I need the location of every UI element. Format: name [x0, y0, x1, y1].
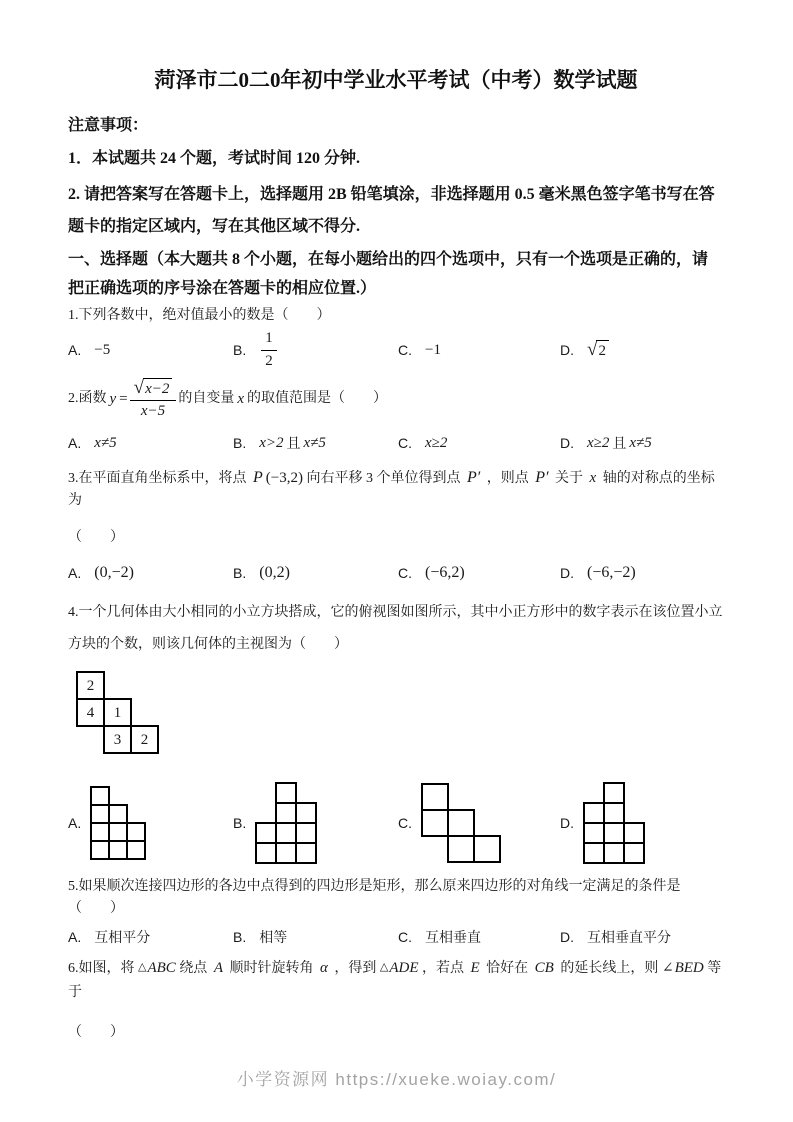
q1-option-a-value: −5	[94, 341, 111, 358]
q6-triangle-ade: ADE	[389, 960, 419, 976]
q5-option-a-label: A.	[68, 929, 82, 945]
q6-stem-part-3: 顺时针旋转角	[229, 961, 314, 976]
q4-option-diagrams	[68, 779, 724, 867]
q2-option-b-label: B.	[233, 435, 247, 451]
q1-option-b-denominator: 2	[265, 352, 273, 369]
q4-stem	[68, 597, 724, 661]
q2-option-c-label: C.	[398, 435, 412, 451]
q4-option-d-diagram	[583, 782, 645, 864]
q2-equals-sign: =	[119, 391, 128, 407]
q2-options	[68, 431, 724, 455]
q3-answer-parentheses: （ ）	[68, 530, 124, 545]
q1-option-b	[233, 330, 398, 370]
q2-stem-suffix: 的取值范围是（ ）	[247, 391, 388, 406]
q2-option-b-conjunction: 且	[286, 437, 301, 452]
footer-watermark: 小学资源网 https://xueke.woiay.com/	[236, 1070, 557, 1089]
q4-option-d	[560, 779, 724, 867]
notice-item-1: 1．本试题共 24 个题，考试时间 120 分钟.	[68, 150, 361, 167]
q4-option-c-diagram	[421, 783, 501, 863]
q5-option-c-label: C.	[398, 929, 412, 945]
q3-option-b-label: B.	[233, 565, 247, 581]
q6-angle-alpha: α	[319, 960, 328, 976]
q6-stem-part-2: 绕点	[179, 961, 208, 976]
q3-option-b	[233, 564, 398, 582]
q1-option-d-sqrt	[587, 340, 609, 360]
q4-option-b-label: B.	[233, 815, 247, 831]
q2-lhs-variable: y	[109, 391, 117, 407]
q1-option-b-fraction	[261, 330, 277, 370]
notice-heading: 注意事项：	[68, 117, 149, 134]
radical-sign: √	[587, 339, 598, 360]
q2-sqrt	[134, 378, 173, 398]
q3-option-c	[398, 564, 560, 582]
q3-option-c-value: (−6,2)	[425, 564, 465, 581]
q3-option-c-label: C.	[398, 565, 412, 581]
top-view-grid: 2 4 1 3 2	[76, 671, 159, 754]
q2-option-b-value-2: x≠5	[303, 434, 326, 451]
q3-option-a-label: A.	[68, 565, 82, 581]
q6-answer-parentheses: （ ）	[68, 1025, 124, 1040]
q6-stem	[68, 955, 724, 1005]
q3-point-p-coords: (−3,2)	[265, 470, 303, 486]
q2-stem-middle: 的自变量	[178, 391, 235, 406]
q5-option-a-value: 互相平分	[94, 931, 151, 946]
q2-fraction-denominator: x−5	[140, 403, 166, 419]
q5-option-a	[68, 927, 233, 947]
q5-stem: 5.如果顺次连接四边形的各边中点得到的四边形是矩形，那么原来四边形的对角线一定满足的条件是（ ）	[68, 879, 681, 916]
q2-option-d-conjunction: 且	[612, 437, 627, 452]
q6-point-e: E	[470, 960, 480, 976]
q2-stem-prefix: 2.函数	[68, 391, 107, 406]
q2-option-c-value: x≥2	[425, 434, 448, 451]
q6-stem-part-5: ，若点	[422, 961, 464, 976]
q3-point-p: P	[253, 469, 263, 486]
q6-stem-part-1: 6.如图，将	[68, 961, 135, 976]
q5-option-d-value: 互相垂直平分	[587, 931, 671, 946]
q6-stem-part-8: 等于	[68, 961, 722, 1000]
section-1-heading	[68, 245, 724, 303]
q1-option-c-label: C.	[398, 342, 412, 358]
q2-option-d	[560, 433, 724, 453]
q5-option-d-label: D.	[560, 929, 574, 945]
q1-option-a-label: A.	[68, 342, 82, 358]
notice-item-2	[68, 179, 724, 243]
q4-stem-line-2: 方块的个数，则该几何体的主视图为（ ）	[68, 637, 348, 652]
q6-stem-part-6: 恰好在	[486, 961, 529, 976]
q3-point-p-prime: P′	[466, 469, 481, 486]
q4-option-c	[398, 779, 560, 867]
q3-point-p-prime-2: P′	[535, 469, 549, 486]
q2-fraction	[130, 378, 177, 421]
q3-option-b-value: (0,2)	[259, 564, 290, 581]
section-1-heading-line-1: 一、选择题（本大题共 8 个小题，在每小题给出的四个选项中，只有一个选项是正确的，请	[68, 251, 709, 268]
radical-sign: √	[133, 376, 145, 398]
q1-option-d	[560, 340, 724, 360]
q3-axis-x: x	[589, 470, 597, 486]
q3-stem	[68, 467, 724, 512]
q1-option-b-label: B.	[233, 342, 247, 358]
q6-angle-bed: BED	[674, 960, 704, 976]
q3-option-a-value: (0,−2)	[94, 564, 134, 581]
q2-option-c	[398, 435, 560, 452]
q5-option-c-value: 互相垂直	[425, 931, 481, 946]
q6-point-a: A	[213, 960, 223, 976]
triangle-symbol: △	[379, 961, 389, 973]
section-1-heading-line-2: 把正确选项的序号涂在答题卡的相应位置.）	[68, 280, 377, 297]
q1-option-c-value: −1	[425, 341, 441, 358]
q2-radicand: x−2	[143, 378, 172, 398]
q2-option-b-value-1: x>2	[259, 434, 284, 451]
q3-option-d	[560, 564, 724, 582]
angle-symbol: ∠	[661, 961, 674, 976]
q2-variable-x: x	[237, 391, 245, 407]
q5-option-b-label: B.	[233, 929, 247, 945]
q1-options	[68, 329, 724, 371]
q5-option-c	[398, 927, 560, 947]
q4-option-a-label: A.	[68, 815, 82, 831]
q6-stem-part-4: ，得到	[334, 961, 377, 976]
notice-item-2-line-2: 题卡的指定区域内，写在其他区域不得分.	[68, 218, 361, 235]
q3-stem-part-3: ，则点	[486, 471, 529, 486]
q6-segment-cb: CB	[534, 960, 554, 976]
q6-stem-part-7: 的延长线上，则	[560, 961, 659, 976]
q3-stem-part-5: 轴的对称点的坐标为	[68, 471, 715, 508]
q3-options	[68, 560, 724, 586]
q2-option-a-label: A.	[68, 435, 82, 451]
q2-option-a	[68, 435, 233, 452]
q2-option-d-value-2: x≠5	[629, 434, 652, 451]
q1-option-b-numerator: 1	[261, 330, 277, 350]
q1-option-c	[398, 342, 560, 359]
q2-stem	[68, 373, 724, 425]
q2-option-a-value: x≠5	[94, 434, 117, 451]
notice-item-2-line-1: 2. 请把答案写在答题卡上，选择题用 2B 铅笔填涂，非选择题用 0.5 毫米黑色签字笔书写在答	[68, 186, 715, 203]
q3-stem-part-4: 关于	[555, 471, 584, 486]
q3-option-d-label: D.	[560, 565, 574, 581]
q2-option-b	[233, 433, 398, 453]
q4-option-a-diagram	[90, 786, 146, 860]
q1-stem: 1.下列各数中，绝对值最小的数是（ ）	[68, 308, 331, 323]
q2-fraction-numerator	[130, 378, 177, 401]
q1-option-d-radicand: 2	[596, 340, 609, 360]
q5-option-b-value: 相等	[259, 931, 288, 946]
q3-option-a	[68, 564, 233, 582]
q4-option-b-diagram	[255, 782, 317, 864]
q5-option-b	[233, 927, 398, 947]
q3-stem-part-2: 向右平移 3 个单位得到点	[306, 471, 461, 486]
q2-option-d-label: D.	[560, 435, 574, 451]
q1-option-a	[68, 342, 233, 359]
q1-option-d-label: D.	[560, 342, 574, 358]
q4-option-c-label: C.	[398, 815, 412, 831]
q4-option-a	[68, 779, 233, 867]
q4-stem-line-1: 4.一个几何体由大小相同的小立方块搭成，它的俯视图如图所示，其中小正方形中的数字表示在该位置小立	[68, 605, 723, 620]
q3-stem-part-1: 3.在平面直角坐标系中，将点	[68, 471, 247, 486]
q5-option-d	[560, 927, 724, 947]
q4-option-b	[233, 779, 398, 867]
page-title: 菏泽市二0二0年初中学业水平考试（中考）数学试题	[154, 68, 638, 92]
q3-option-d-value: (−6,−2)	[587, 564, 636, 581]
q4-top-view-figure	[76, 671, 724, 754]
q2-option-d-value-1: x≥2	[587, 434, 610, 451]
triangle-symbol: △	[138, 961, 147, 973]
q5-options	[68, 926, 724, 948]
q6-triangle-abc: ABC	[147, 960, 176, 976]
q4-option-d-label: D.	[560, 815, 574, 831]
